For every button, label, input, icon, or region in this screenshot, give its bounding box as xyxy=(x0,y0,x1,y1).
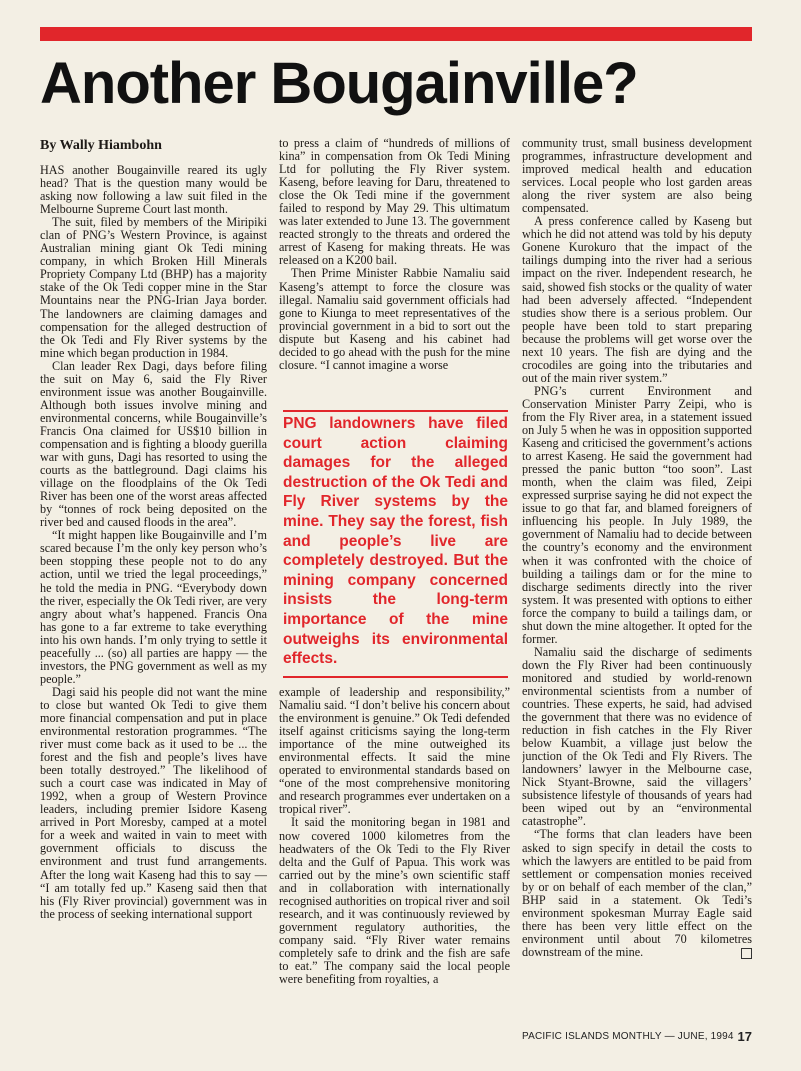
headline: Another Bougainville? xyxy=(40,51,638,116)
magazine-issue: PACIFIC ISLANDS MONTHLY — JUNE, 1994 xyxy=(522,1031,734,1042)
end-mark-icon xyxy=(741,948,752,959)
paragraph: HAS another Bougainville reared its ugly head? That is the question many would be asking now following a law suit filed in the Melbourne Supreme Court last month. xyxy=(40,164,267,217)
paragraph: example of leadership and responsibility,” Namaliu said. “I don’t belive his concern about the environment is genuine.” Ok Tedi defended itself against criticisms saying the long-term importance of the mine outweighed its environmental effects. It said the mine operated to environmental standards based on “one of the most comprehensive monitoring and research programmes ever undertaken on a tropical river”. xyxy=(279,686,510,817)
paragraph: A press conference called by Kaseng but which he did not attend was told by his deputy Gonene Kurokuro that the impact of the tailings dumping into the river had a serious impact on the river. Independent research, he said, showed fish stocks or the quality of water had been adversely affected. “Independent studies show there is a serious problem. Our people have been told to start preparing because the problems will get worse over the next 10 years. The fish are dying and the crocodiles are going into the tributaries and out of the main river system.” xyxy=(522,214,752,385)
top-red-rule xyxy=(40,27,752,41)
article-column-3 xyxy=(522,137,752,1028)
paragraph: to press a claim of “hundreds of millions of kina” in compensation from Ok Tedi Mining Ltd for polluting the Fly River system. Kaseng, before leaving for Daru, threatened to close the Ok Tedi mine if the government failed to respond by May 29. This ultimatum was later extended to June 13. The government reacted strongly to the threats and ordered the arrest of Kaseng for making threats. He was released on a K200 bail. xyxy=(279,137,510,268)
article-column-2-top xyxy=(279,137,510,407)
pull-quote-bottom-rule xyxy=(283,676,508,678)
pull-quote: PNG landowners have filed court action claiming damages for the alleged destruction of the Ok Tedi and Fly River systems by the mine. They say the forest, fish and people’s live are completely destroyed. But the mining company concerned insists the long-term importance of the mine outweighs its environmental effects. xyxy=(283,415,508,668)
paragraph: Namaliu said the discharge of sediments down the Fly River had been continuously monitored and studied by world-renown environmental scientists from a number of countries. These experts, he said, had advised the government that there was no evidence of reduction in fish catches in the Fly River below Kuambit, a village just below the junction of the Ok Tedi and Fly Rivers. The landowners’ lawyer in the Melbourne case, Nick Styant-Browne, said the villagers’ subsistence lifestyle of thousands of years had been wiped out by an “environmental catastrophe”. xyxy=(522,644,752,829)
paragraph: Dagi said his people did not want the mine to close but wanted Ok Tedi to give them more financial compensation and put in place environmental restoration programmes. “The river must come back as it used to be ... the forest and the fish and people’s lives have been totally destroyed.” The likelihood of such a court case was indicated in May of 1992, when a group of Western Province leaders, including premier Isidore Kaseng arrived in Port Moresby, camped at a motel for a week and waited in vain to meet with government officials to discuss the environment and trust fund arrangements. After the long wait Kaseng had this to say — “I am totally fed up.” Kaseng said then that his (Fly River provincial) government was in the process of seeking international support xyxy=(40,684,267,921)
paragraph: Clan leader Rex Dagi, days before filing the suit on May 6, said the Fly River environment issue was another Bougainville. Although both issues involve mining and environmental concerns, while Bougainville’s Francis Ona claimed for US$10 billion in compensation and is fighting a bloody guerilla war with guns, Dagi has resorted to using the courts as the battleground. Dagi claims his village on the floodplains of the Ok Tedi River has been one of the worst areas affected by “tonnes of rock being deposited on the river bed and caused floods in the area”. xyxy=(40,358,267,530)
page-number: 17 xyxy=(737,1029,752,1044)
byline: By Wally Hiambohn xyxy=(40,138,162,153)
paragraph-last xyxy=(522,828,752,958)
paragraph: “It might happen like Bougainville and I’m scared because I’m the only key person who’s been stopping these people not to do any action, until we tried the legal proceedings,” he told the media in PNG. “Everybody down the river, especially the Ok Tedi river, are very angry about what’s happened. Francis Ona has gone to a far extreme to take everything into his own hands. I’m only trying to settle it peacefully ... (so) all parties are happy — the investors, the PNG government as well as my people.” xyxy=(40,528,267,686)
pull-quote-top-rule xyxy=(283,410,508,412)
page-footer xyxy=(522,1030,752,1044)
paragraph: The suit, filed by members of the Miripiki clan of PNG’s Western Province, is against Australian mining giant Ok Tedi mining company, in which Broken Hill Minerals Propriety Company Ltd (BHP) has a majority stake of the Ok Tedi copper mine in the Star Mountains near the PNG-Irian Jaya border. The landowners are claiming damages and compensation for the alleged destruction of the Ok Tedi and Fly River systems by the mine which began production in 1984. xyxy=(40,215,267,360)
article-column-2-bottom xyxy=(279,686,510,1028)
paragraph: Then Prime Minister Rabbie Namaliu said Kaseng’s attempt to force the closure was illegal. Namaliu said government officials had gone to Kiunga to meet representatives of the provincial government in a bid to sort out the dispute but Kaseng and his cabinet had decided to go ahead with the push for the mine closure. “I cannot imagine a worse xyxy=(279,266,510,372)
article-column-1 xyxy=(40,164,267,1028)
paragraph: PNG’s current Environment and Conservation Minister Parry Zeipi, who is from the Fly River area, in a statement issued on July 5 when he was in opposition supported Kaseng and criticised the government’s actions to arrest Kaseng. He said the government had pressed the panic button “too soon”. Last month, when the claim was filed, Zeipi expressed surprise saying he did not expect the issue to go that far, and blamed foreigners of influencing his people. In July 1989, the government of Namaliu had to decide between the country’s economy and the environment when it was confronted with the choice of building a tailings dam or for the mine to discharge sediments directly into the river system. It was presented with options to either force the company to build a tailings dam, or shut down the mine altogether. It opted for the former. xyxy=(522,383,752,646)
paragraph-text: “The forms that clan leaders have been asked to sign specify in detail the costs to which the lawyers are entitled to be paid from settlement or compensation monies received by or on behalf of each member of the clan,” BHP said in a statement. Ok Tedi’s environment spokesman Murray Eagle said there has been very little effect on the environment until about 70 kilometres downstream of the mine. xyxy=(522,827,752,959)
paragraph: It said the monitoring began in 1981 and now covered 1000 kilometres from the headwaters of the Ok Tedi to the Fly River delta and the Gulf of Papua. This work was carried out by the mine’s own scientific staff and in collaboration with internationally recognised authorities on tropical river and soil research, and it was continuously reviewed by government regulatory authorities, the company said. “Fly River water remains completely safe to drink and the fish are safe to eat.” The company said the local people were benefiting from royalties, a xyxy=(279,815,510,987)
paragraph: community trust, small business development programmes, infrastructure development and improved medical health and education services. Local people who lost garden areas along the river system are also being compensated. xyxy=(522,137,752,216)
